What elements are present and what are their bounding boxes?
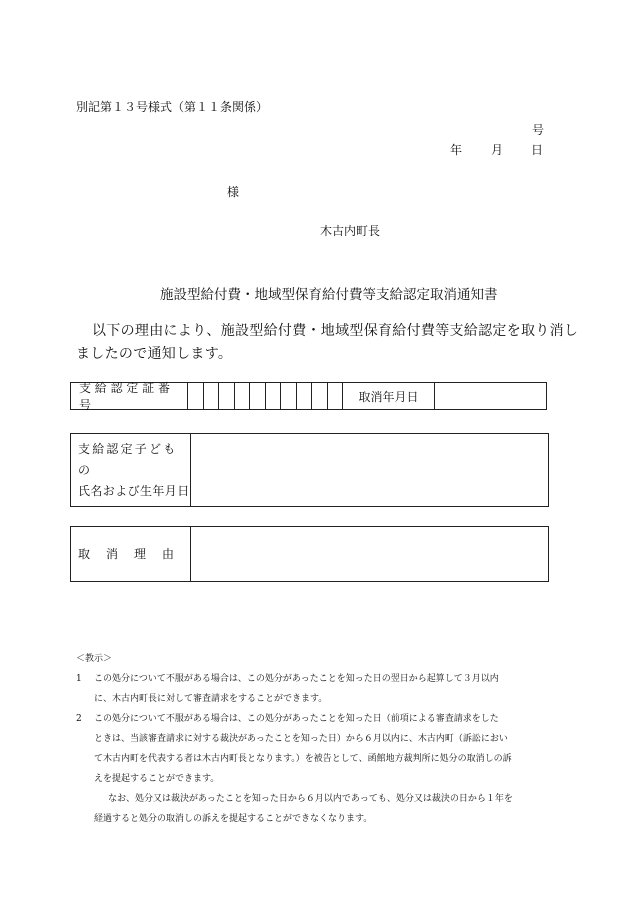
date-day-label: 日 <box>531 143 544 157</box>
reason-field[interactable] <box>191 527 548 581</box>
reason-label: 取 消 理 由 <box>71 527 191 581</box>
note-item-text: この処分について不服がある場合は、この処分があったことを知った日の翌日から起算して３月以内 <box>94 674 499 684</box>
child-info-table <box>70 433 549 507</box>
body-text-line2: ましたので通知します。 <box>76 346 233 362</box>
date-month-label: 月 <box>491 143 504 157</box>
note-item-text: て木古内町を代表する者は木古内町長となります。）を被告として、函館地方裁判所に処分の取消しの訴 <box>94 754 512 764</box>
recipient-suffix: 様 <box>227 185 240 199</box>
document-title: 施設型給付費・地域型保育給付費等支給認定取消通知書 <box>160 287 498 303</box>
note-item-2 <box>76 709 566 729</box>
issuer-name: 木古内町長 <box>320 224 381 238</box>
cancel-date-label: 取消年月日 <box>343 383 435 409</box>
cert-digit-box[interactable] <box>328 383 344 409</box>
form-number-label: 別記第１３号様式（第１１条関係） <box>76 100 269 114</box>
notes-heading: ＜教示＞ <box>76 654 113 664</box>
certificate-table <box>70 382 547 410</box>
cert-digit-box[interactable] <box>188 383 204 409</box>
cert-digit-box[interactable] <box>250 383 266 409</box>
cert-digit-box[interactable] <box>297 383 313 409</box>
cert-number-label: 支給認定証番号 <box>71 383 188 409</box>
note-paragraph: 経過すると処分の取消しの訴えを提起することができなくなります。 <box>94 814 373 824</box>
note-item-text: えを提起することができます。 <box>94 774 220 784</box>
child-info-label <box>71 434 191 506</box>
notes-section <box>76 649 566 829</box>
cert-digit-box[interactable] <box>312 383 328 409</box>
note-paragraph: なお、処分又は裁決があったことを知った日から６月以内であっても、処分又は裁決の日から１年を <box>108 794 513 804</box>
note-item-number: 2 <box>76 714 82 724</box>
note-item-text: この処分について不服がある場合は、この処分があったことを知った日（前項による審査請求をした <box>94 714 499 724</box>
reason-table <box>70 526 549 582</box>
child-info-label-line2: 氏名および生年月日 <box>78 483 190 498</box>
cert-digit-box[interactable] <box>281 383 297 409</box>
date-year-label: 年 <box>450 143 463 157</box>
body-text-line1: 以下の理由により、施設型給付費・地域型保育給付費等支給認定を取り消し <box>92 323 579 339</box>
child-info-field[interactable] <box>191 434 548 506</box>
note-item-text: ときは、当該審査請求に対する裁決があったことを知った日）から６月以内に、木古内町（訴訟におい <box>94 734 508 744</box>
cert-digit-box[interactable] <box>204 383 220 409</box>
note-item-text: に、木古内町長に対して審査請求をすることができます。 <box>94 694 328 704</box>
cancel-date-field[interactable] <box>435 383 546 409</box>
cert-digit-box[interactable] <box>219 383 235 409</box>
note-item-1 <box>76 669 566 689</box>
note-item-number: 1 <box>76 674 82 684</box>
document-number-label: 号 <box>532 123 545 137</box>
cert-digit-box[interactable] <box>266 383 282 409</box>
cert-digit-box[interactable] <box>235 383 251 409</box>
child-info-label-line1: 支給認定子どもの <box>78 441 178 477</box>
